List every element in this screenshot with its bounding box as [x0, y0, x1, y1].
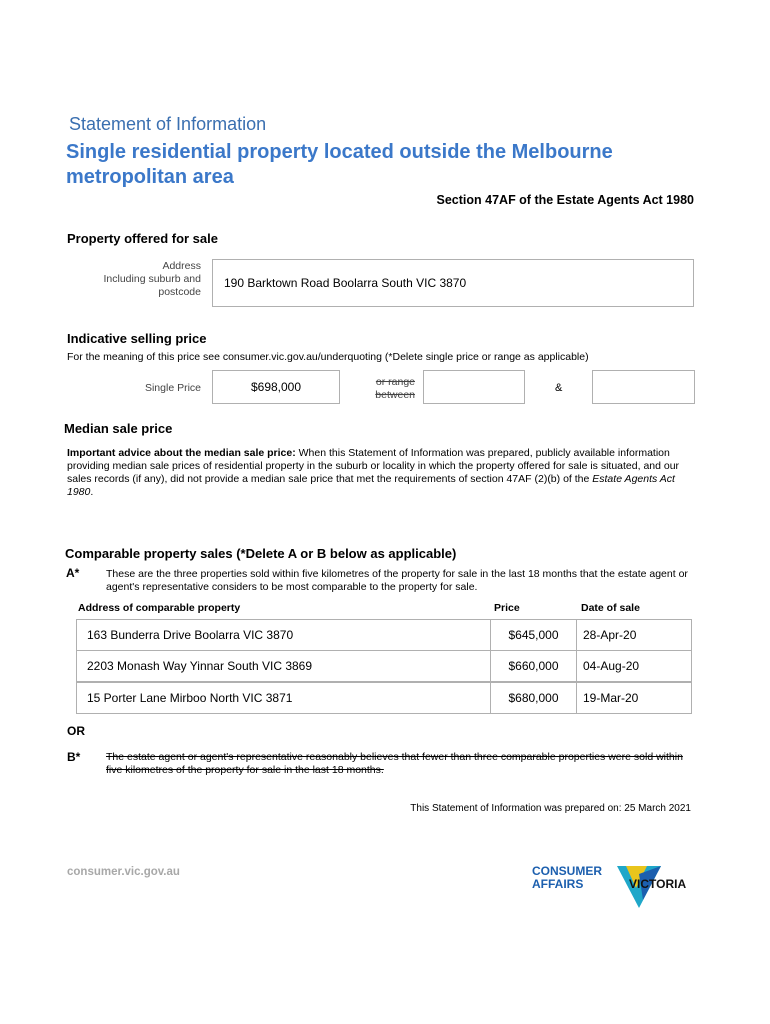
act-reference: Section 47AF of the Estate Agents Act 1980: [436, 193, 694, 207]
address-label: Address Including suburb and postcode: [103, 260, 201, 298]
option-b-text: The estate agent or agent's representative reasonably believes that fewer than three comparable properties were sold within five kilometres of the property for sale in the last 18 months.: [106, 751, 683, 776]
address-field[interactable]: [212, 259, 694, 307]
comparable-address-cell[interactable]: 15 Porter Lane Mirboo North VIC 3871: [77, 683, 491, 713]
range-low-field[interactable]: [423, 370, 525, 404]
property-heading: Property offered for sale: [67, 231, 218, 246]
prepared-date: This Statement of Information was prepared on: 25 March 2021: [410, 803, 691, 814]
comparable-heading: Comparable property sales (*Delete A or B below as applicable): [65, 546, 457, 561]
document-subtitle: Statement of Information: [69, 114, 267, 134]
website-link[interactable]: consumer.vic.gov.au: [67, 866, 180, 878]
column-header-price: Price: [494, 602, 520, 614]
median-heading: Median sale price: [64, 421, 173, 436]
single-price-field[interactable]: [212, 370, 340, 404]
consumer-affairs-victoria-logo: CONSUMER AFFAIRS VICTORIA: [531, 862, 701, 910]
column-header-date: Date of sale: [581, 602, 640, 614]
comparable-date-cell[interactable]: 04-Aug-20: [583, 659, 640, 673]
table-row: [76, 650, 692, 682]
comparable-price-cell[interactable]: $660,000: [491, 651, 577, 681]
single-price-label: Single Price: [144, 382, 201, 394]
comparable-price-cell[interactable]: $680,000: [491, 683, 577, 713]
range-separator: &: [555, 382, 563, 394]
comparable-date-cell[interactable]: 19-Mar-20: [583, 691, 639, 705]
document-title: Single residential property located outside the Melbourne metropolitan area: [66, 141, 613, 188]
median-advice: Important advice about the median sale price: When this Statement of Information was prepared, publicly available information providing median sale prices of residential property in the suburb or locality in which the property offered for sale is situated, and our sales records (if any), did not provide a median sale price that met the requirements of section 47AF (2)(b) of the Estate Agents Act 1980.: [67, 447, 680, 498]
table-row: [76, 682, 692, 714]
option-a-text: These are the three properties sold within five kilometres of the property for sale in the last 18 months that the estate agent or agent's representative considers to be most comparable to the property for sale.: [106, 568, 688, 593]
table-row: [76, 619, 692, 651]
column-header-address: Address of comparable property: [78, 602, 241, 614]
comparable-address-cell[interactable]: 2203 Monash Way Yinnar South VIC 3869: [77, 651, 491, 681]
comparable-date-cell[interactable]: 28-Apr-20: [583, 628, 637, 642]
option-b-marker: B*: [67, 750, 81, 764]
option-a-marker: A*: [66, 566, 80, 580]
comparable-price-cell[interactable]: $645,000: [491, 620, 577, 650]
single-price-value: $698,000: [250, 380, 302, 394]
indicative-heading: Indicative selling price: [67, 331, 207, 346]
range-high-field[interactable]: [592, 370, 695, 404]
or-label: OR: [67, 724, 85, 738]
address-value: 190 Barktown Road Boolarra South VIC 3870: [224, 276, 467, 290]
range-label: or range between: [375, 376, 415, 401]
comparable-address-cell[interactable]: 163 Bunderra Drive Boolarra VIC 3870: [77, 620, 491, 650]
indicative-note: For the meaning of this price see consumer.vic.gov.au/underquoting (*Delete single price or range as applicable): [67, 351, 589, 363]
